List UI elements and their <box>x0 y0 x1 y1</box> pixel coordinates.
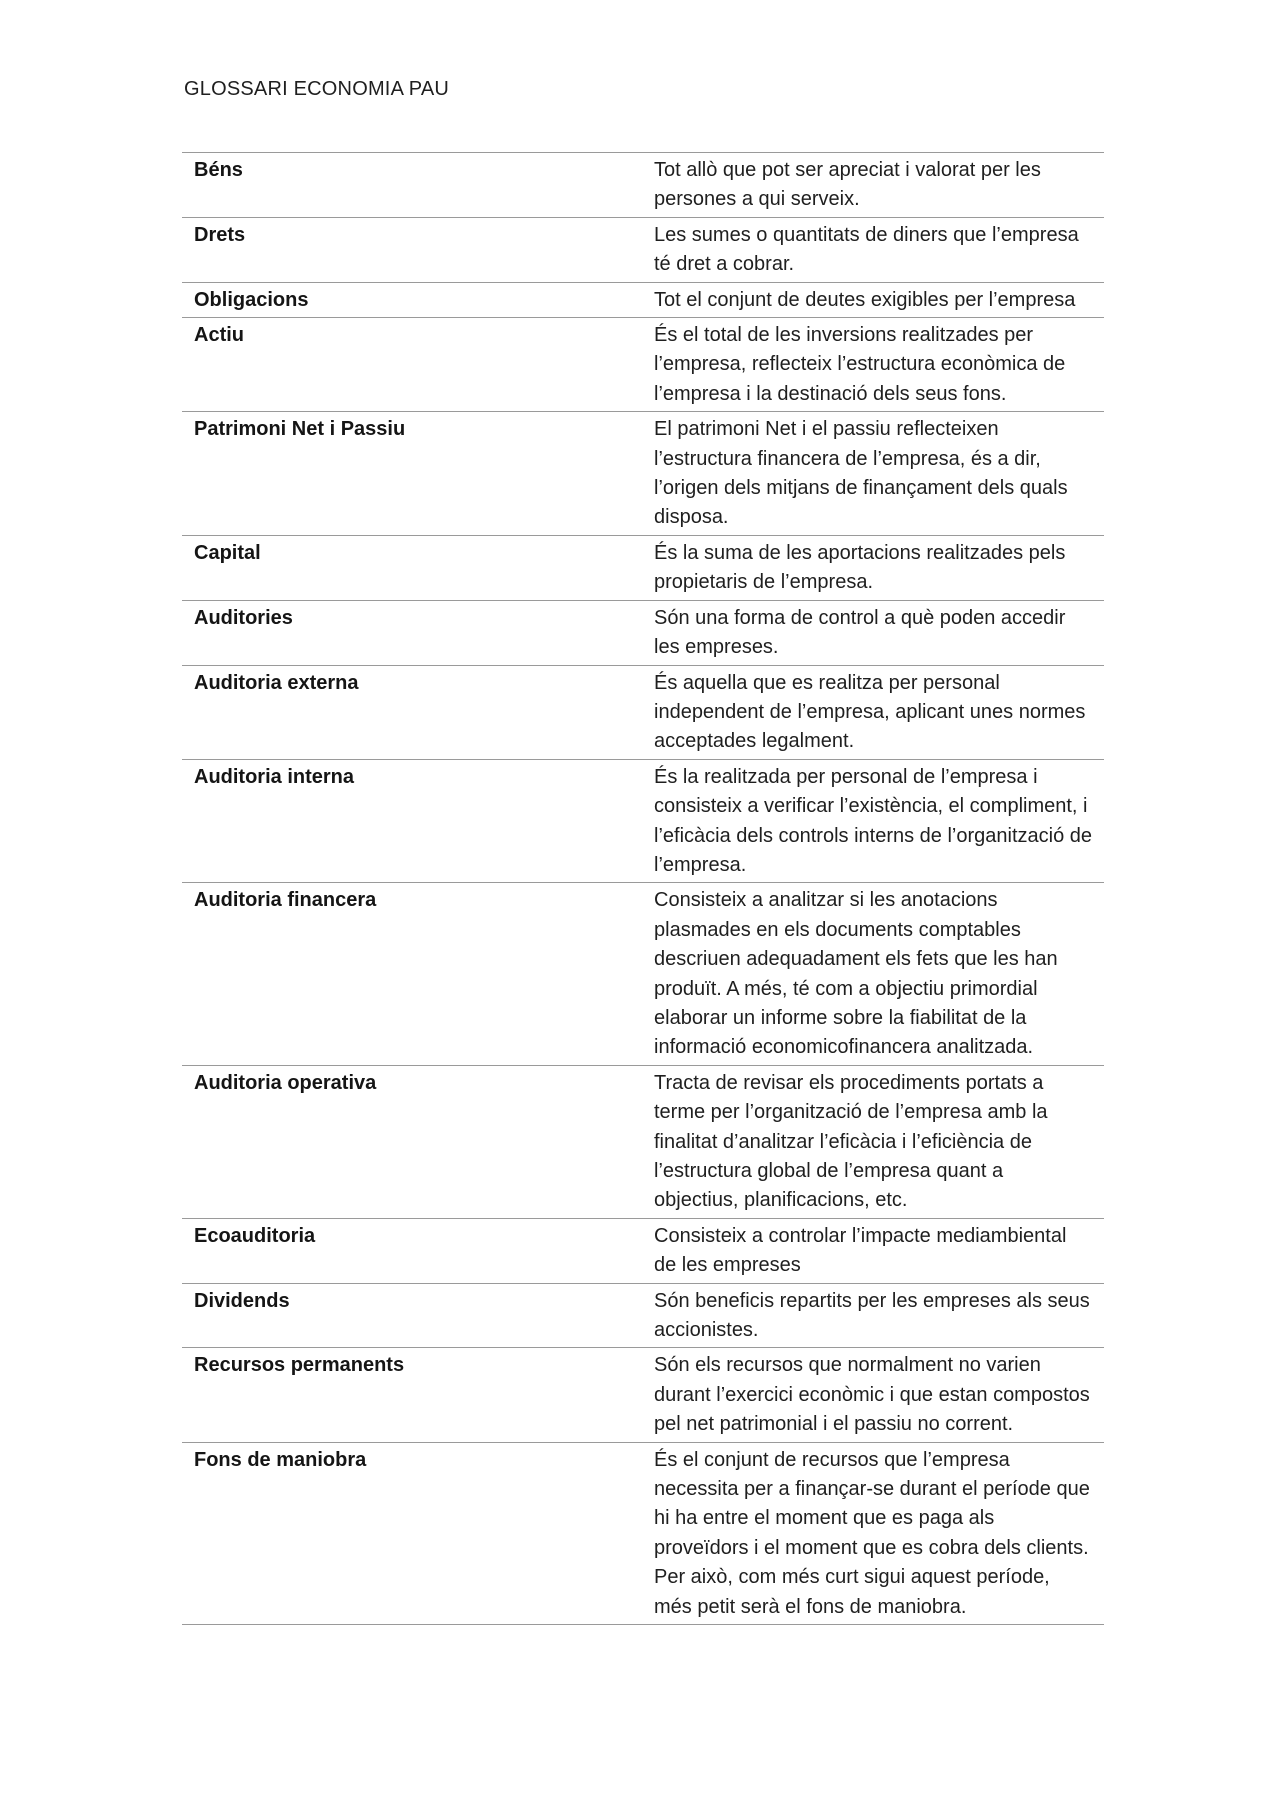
glossary-definition: És aquella que es realitza per personal independent de l’empresa, aplicant unes normes acceptades legalment. <box>654 671 1086 753</box>
glossary-definition: Són una forma de control a què poden accedir les empreses. <box>654 606 1066 659</box>
page-title: GLOSSARI ECONOMIA PAU <box>184 78 450 100</box>
glossary-term: Auditoria interna <box>194 765 355 788</box>
glossary-table-container <box>182 152 1104 1625</box>
table-row <box>182 1348 1104 1442</box>
table-row <box>182 282 1104 317</box>
table-row <box>182 412 1104 536</box>
glossary-term: Béns <box>194 159 243 181</box>
glossary-term: Drets <box>194 223 246 246</box>
glossary-definition: Consisteix a analitzar si les anotacions plasmades en els documents comptables descriuen adequadament els fets que les han produït. A més, té com a objectiu primordial elaborar un informe sobre la fiabilitat de la informació economicofinancera analitzada. <box>654 889 1058 1059</box>
table-row <box>182 318 1104 412</box>
glossary-definition: És el conjunt de recursos que l’empresa necessita per a finançar-se durant el període que hi ha entre el moment que es paga als proveïdors i el moment que es cobra dels clients. Per això, com més curt sigui aquest període, més petit serà el fons de maniobra. <box>654 1448 1090 1618</box>
table-row <box>182 665 1104 759</box>
glossary-definition: El patrimoni Net i el passiu reflecteixen l’estructura financera de l’empresa, és a dir, l’origen dels mitjans de finançament dels quals disposa. <box>654 418 1068 529</box>
glossary-definition: Tracta de revisar els procediments portats a terme per l’organització de l’empresa amb la finalitat d’analitzar l’eficàcia i l’eficiència de l’estructura global de l’empresa quant a objectius, planificacions, etc. <box>654 1071 1048 1212</box>
table-row <box>182 535 1104 600</box>
glossary-term: Actiu <box>194 324 244 347</box>
glossary-table <box>182 152 1104 1625</box>
glossary-definition: Són els recursos que normalment no varien durant l’exercici econòmic i que estan compostos pel net patrimonial i el passiu no corrent. <box>654 1354 1090 1436</box>
glossary-term: Obligacions <box>194 288 309 311</box>
glossary-definition: Tot allò que pot ser apreciat i valorat per les persones a qui serveix. <box>654 159 1041 211</box>
table-row <box>182 600 1104 665</box>
table-row <box>182 1218 1104 1283</box>
glossary-term: Patrimoni Net i Passiu <box>194 418 406 441</box>
glossary-definition: És el total de les inversions realitzades per l’empresa, reflecteix l’estructura econòmica de l’empresa i la destinació dels seus fons. <box>654 324 1066 405</box>
glossary-term: Auditoria financera <box>194 889 377 912</box>
table-row <box>182 759 1104 883</box>
glossary-body <box>182 153 1104 1625</box>
table-row <box>182 883 1104 1065</box>
table-row <box>182 1442 1104 1624</box>
table-row <box>182 153 1104 218</box>
glossary-term: Ecoauditoria <box>194 1224 316 1247</box>
glossary-term: Fons de maniobra <box>194 1448 367 1471</box>
glossary-definition: Consisteix a controlar l’impacte mediambiental de les empreses <box>654 1224 1067 1277</box>
table-row <box>182 217 1104 282</box>
glossary-definition: Tot el conjunt de deutes exigibles per l’empresa <box>654 288 1076 311</box>
table-row <box>182 1283 1104 1348</box>
glossary-term: Auditoria operativa <box>194 1071 377 1094</box>
glossary-term: Capital <box>194 541 261 564</box>
glossary-term: Recursos permanents <box>194 1354 405 1377</box>
glossary-term: Auditories <box>194 606 293 629</box>
table-row <box>182 1065 1104 1218</box>
glossary-definition: És la realitzada per personal de l’empresa i consisteix a verificar l’existència, el compliment, i l’eficàcia dels controls interns de l’organització de l’empresa. <box>654 765 1093 876</box>
glossary-term: Dividends <box>194 1289 290 1312</box>
glossary-term: Auditoria externa <box>194 671 359 694</box>
glossary-definition: Són beneficis repartits per les empreses als seus accionistes. <box>654 1289 1090 1342</box>
glossary-definition: És la suma de les aportacions realitzades pels propietaris de l’empresa. <box>654 541 1066 594</box>
glossary-definition: Les sumes o quantitats de diners que l’empresa té dret a cobrar. <box>654 223 1079 276</box>
